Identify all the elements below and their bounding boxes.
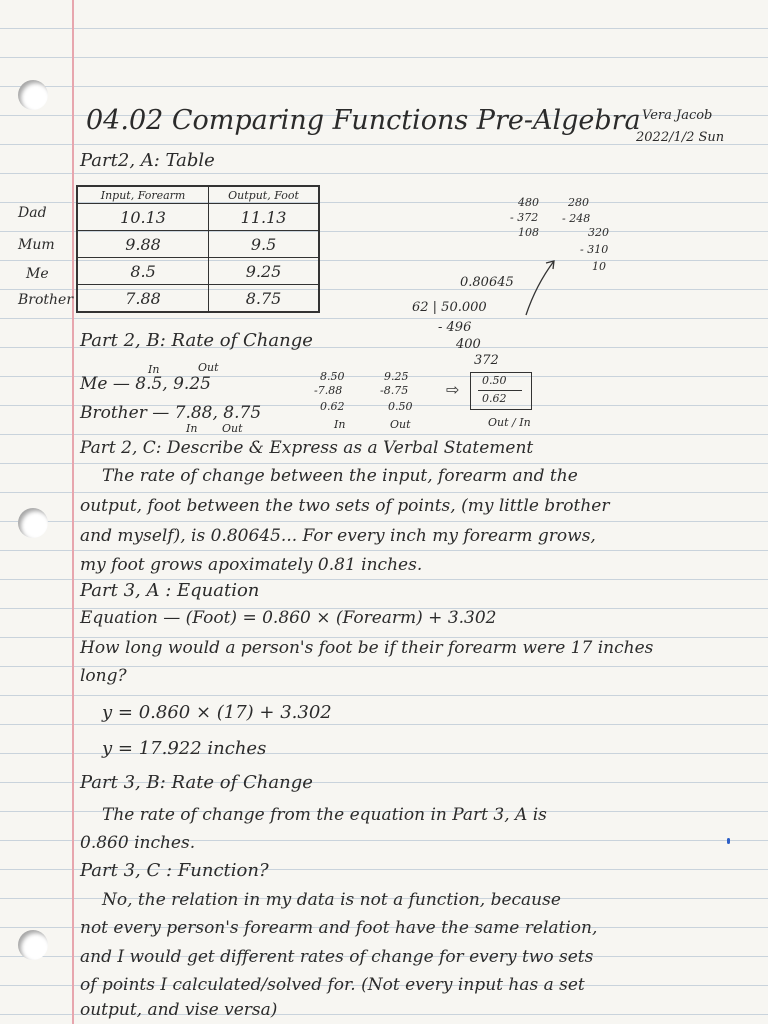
division-sub2-line: - 310: [580, 243, 609, 256]
table-row: [77, 285, 319, 313]
me-points: Me — 8.5, 9.25: [80, 374, 211, 394]
part3c-line: No, the relation in my data is not a function, because: [102, 890, 561, 910]
part3c-line: not every person's forearm and foot have the same relation,: [80, 918, 598, 938]
division-step: - 496: [438, 320, 472, 335]
question-line: How long would a person's foot be if their forearm were 17 inches: [80, 638, 654, 658]
part3c-line: of points I calculated/solved for. (Not every input has a set: [80, 975, 585, 995]
column-header: Input, Forearm: [77, 186, 209, 204]
division-quotient: 0.80645: [460, 275, 514, 290]
division-sub1-line: 480: [518, 196, 539, 209]
part3c-heading: Part 3, C : Function?: [80, 860, 269, 881]
punch-hole: [18, 80, 48, 110]
division-sub2-line: 280: [568, 196, 589, 209]
division-sub1-line: - 372: [510, 211, 539, 224]
part2c-line: and myself), is 0.80645... For every inch my forearm grows,: [80, 526, 596, 546]
work-line: y = 0.860 × (17) + 3.302: [102, 702, 332, 723]
calc-line: 0.50: [388, 400, 413, 413]
ink-mark: [727, 838, 730, 844]
ratio-numerator: 0.50: [482, 374, 507, 387]
calc-line: 8.50: [320, 370, 345, 383]
part3a-heading: Part 3, A : Equation: [80, 580, 260, 601]
division-step: 372: [474, 353, 499, 368]
out-over-in-label: Out / In: [488, 416, 531, 429]
column-header: Output, Foot: [209, 186, 319, 204]
page-title: 04.02 Comparing Functions Pre-Algebra: [86, 105, 641, 136]
brother-points: Brother — 7.88, 8.75: [80, 403, 262, 423]
date: 2022/1/2 Sun: [636, 130, 725, 145]
table-cell: 9.5: [209, 231, 319, 258]
table-row: [77, 258, 319, 285]
table-cell: 7.88: [77, 285, 209, 313]
in-label: In: [186, 422, 198, 435]
part2c-line: The rate of change between the input, forearm and the: [102, 466, 578, 486]
author-name: Vera Jacob: [642, 108, 713, 123]
table-row: [77, 204, 319, 231]
calc-line: 0.62: [320, 400, 345, 413]
part3c-line: output, and vise versa): [80, 1000, 278, 1020]
question-line: long?: [80, 666, 127, 686]
row-label-mum: Mum: [18, 237, 55, 253]
in-label: In: [334, 418, 346, 431]
row-label-me: Me: [26, 266, 49, 282]
table-cell: 8.75: [209, 285, 319, 313]
row-label-brother: Brother: [18, 292, 74, 308]
part2c-line: output, foot between the two sets of points, (my little brother: [80, 496, 610, 516]
part2c-heading: Part 2, C: Describe & Express as a Verbal Statement: [80, 438, 534, 458]
out-label: Out: [390, 418, 411, 431]
data-table: [76, 185, 320, 313]
equation: Equation — (Foot) = 0.860 × (Forearm) + 3.302: [80, 608, 497, 628]
part3b-line: 0.860 inches.: [80, 833, 196, 853]
part2c-line: my foot grows apoximately 0.81 inches.: [80, 555, 423, 575]
calc-line: -8.75: [380, 384, 409, 397]
in-label: In: [148, 363, 160, 376]
division-sub2-line: - 248: [562, 212, 591, 225]
margin-line: [72, 0, 74, 1024]
ratio-denominator: 0.62: [482, 392, 507, 405]
division-sub2-line: 320: [588, 226, 609, 239]
row-label-dad: Dad: [18, 205, 47, 221]
scratch-arrow: [520, 255, 560, 320]
table-row: [77, 231, 319, 258]
work-answer: y = 17.922 inches: [102, 738, 267, 759]
part3c-line: and I would get different rates of change for every two sets: [80, 947, 594, 967]
out-label: Out: [198, 361, 219, 374]
part2a-heading: Part2, A: Table: [80, 150, 215, 171]
table-cell: 10.13: [77, 204, 209, 231]
right-arrow-icon: ⇨: [446, 380, 460, 399]
fraction-bar: [478, 390, 522, 391]
table-cell: 11.13: [209, 204, 319, 231]
table-cell: 9.25: [209, 258, 319, 285]
punch-hole: [18, 508, 48, 538]
calc-line: -7.88: [314, 384, 343, 397]
division-dividend: 62 | 50.000: [412, 300, 487, 315]
out-label: Out: [222, 422, 243, 435]
part3b-heading: Part 3, B: Rate of Change: [80, 772, 313, 793]
calc-line: 9.25: [384, 370, 409, 383]
table-cell: 9.88: [77, 231, 209, 258]
division-step: 400: [456, 337, 481, 352]
table-cell: 8.5: [77, 258, 209, 285]
table-header-row: [77, 186, 319, 204]
division-sub1-line: 108: [518, 226, 539, 239]
part3b-line: The rate of change from the equation in Part 3, A is: [102, 805, 547, 825]
division-sub2-line: 10: [592, 260, 606, 273]
part2b-heading: Part 2, B: Rate of Change: [80, 330, 313, 351]
punch-hole: [18, 930, 48, 960]
